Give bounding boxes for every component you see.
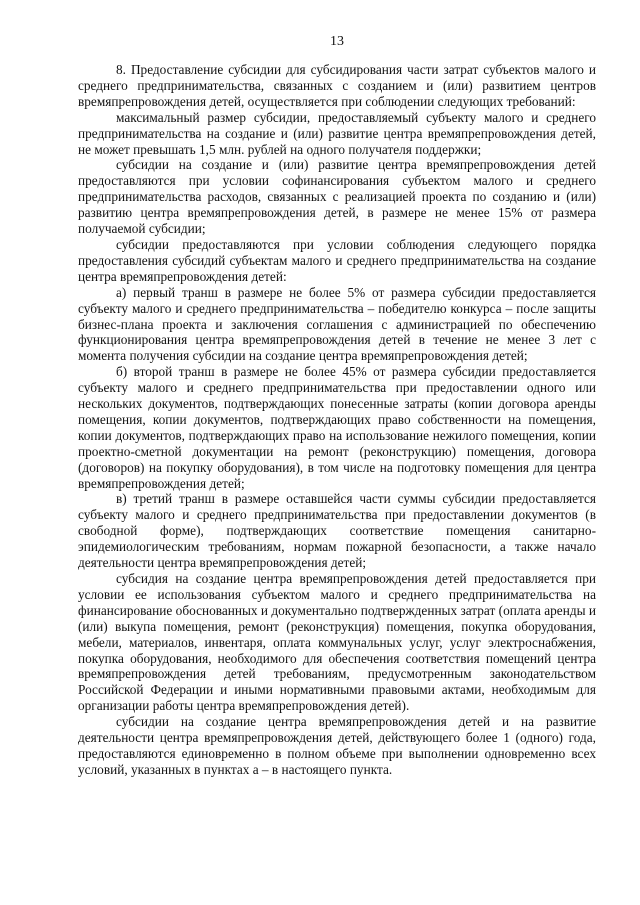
page-number: 13	[330, 34, 344, 49]
paragraph-tranche-a: а) первый транш в размере не более 5% от размера субсидии предоставляется субъекту малого и среднего предпринимательства – победителю конкурса – после защиты бизнес-плана проекта и заключения соглашения с администрацией по обеспечению функционирования центра времяпрепровождения детей в течение не менее 3 лет с момента получения субсидии на создание центра времяпрепровождения детей;	[78, 284, 596, 364]
paragraph-8-intro: 8. Предоставление субсидии для субсидирования части затрат субъектов малого и среднего предпринимательства, связанных с созданием и (или) развитием центров времяпрепровождения детей, осуществляется при соблюдении следующих требований:	[78, 62, 596, 109]
paragraph-tranche-b: б) второй транш в размере не более 45% от размера субсидии предоставляется субъекту малого и среднего предпринимательства при предоставлении одного или нескольких документов, подтверждающих понесенные затраты (копии договора аренды помещения, копии документов, подтверждающих право собственности на помещения, копии документов, подтверждающих право на использование нежилого помещения, копии проектно-сметной документации на ремонт (реконструкцию) помещения, договора (договоров) на покупку оборудования), в том числе на подготовку помещения для центра времяпрепровождения детей;	[78, 364, 596, 491]
paragraph-usage-conditions: субсидия на создание центра времяпрепровождения детей предоставляется при условии ее использования субъектом малого и среднего предпринимательства на финансирование обоснованных и документально подтвержденных затрат (оплата аренды и (или) выкупа помещения, ремонт (реконструкция) помещения, покупка оборудования, мебели, материалов, инвентаря, оплата коммунальных услуг, услуг электроснабжения, покупка оборудования, необходимого для обеспечения соответствия помещений центра времяпрепровождения детей требованиям, предусмотренным законодательством Российской Федерации и иными нормативными правовыми актами, необходимым для организации работы центра времяпрепровождения детей).	[78, 571, 596, 714]
paragraph-tranche-c: в) третий транш в размере оставшейся части суммы субсидии предоставляется субъекту малого и среднего предпринимательства при предоставлении документов (в свободной форме), подтверждающих соответствие помещения санитарно-эпидемиологическим требованиям, нормам пожарной безопасности, а также начало деятельности центра времяпрепровождения детей;	[78, 491, 596, 571]
paragraph-procedure: субсидии предоставляются при условии соблюдения следующего порядка предоставления субсидий субъектам малого и среднего предпринимательства на создание центра времяпрепровождения детей:	[78, 236, 596, 284]
paragraph-lump-sum: субсидии на создание центра времяпрепровождения детей и на развитие деятельности центра времяпрепровождения детей, действующего более 1 (одного) года, предоставляются единовременно в полном объеме при выполнении одновременно всех условий, указанных в пунктах а – в настоящего пункта.	[78, 714, 596, 777]
paragraph-cofinancing: субсидии на создание и (или) развитие центра времяпрепровождения детей предоставляются при условии софинансирования субъектом малого и среднего предпринимательства расходов, связанных с реализацией проекта по созданию и (или) развитию центра времяпрепровождения детей, в размере не менее 15% от размера получаемой субсидии;	[78, 157, 596, 237]
paragraph-max-subsidy: максимальный размер субсидии, предоставляемый субъекту малого и среднего предпринимательства на создание и (или) развитие центра времяпрепровождения детей, не может превышать 1,5 млн. рублей на одного получателя поддержки;	[78, 109, 596, 157]
document-body	[78, 62, 596, 778]
